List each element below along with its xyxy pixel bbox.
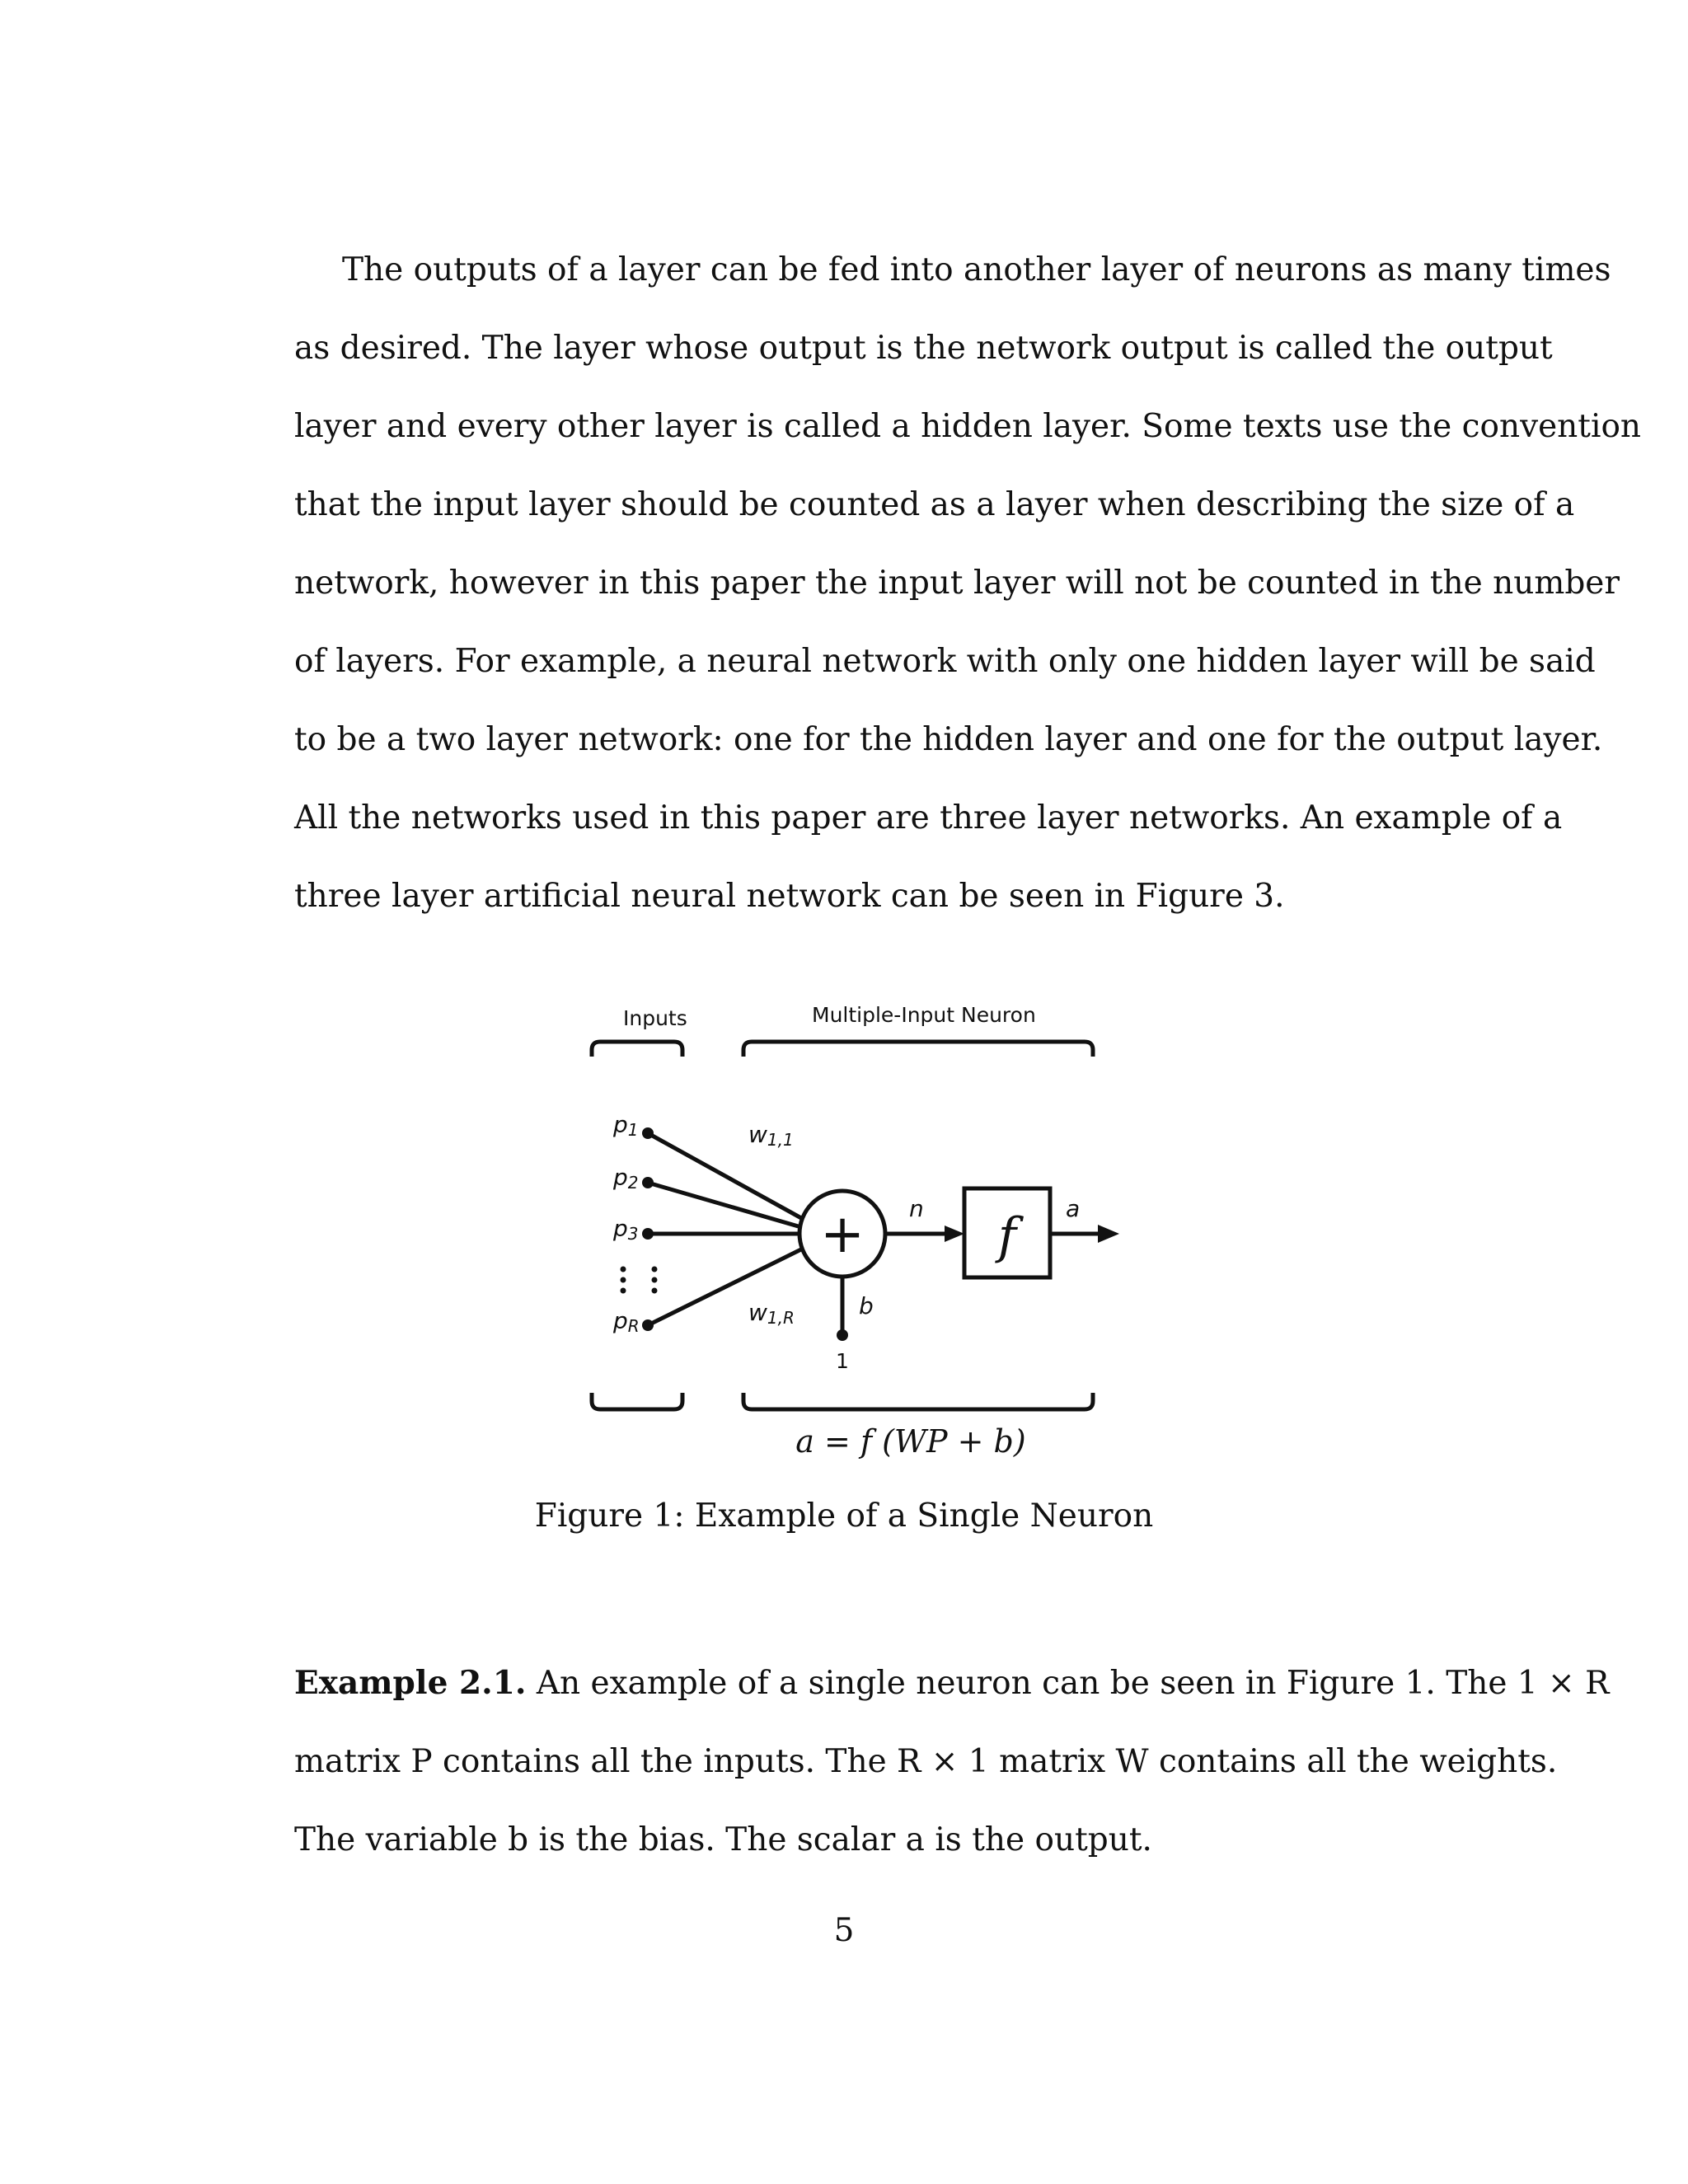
paragraph-line: that the input layer should be counted as a layer when describing the size of a: [294, 486, 1575, 523]
inputs-top-brace: [592, 1042, 682, 1057]
paragraph-line: The outputs of a layer can be fed into another layer of neurons as many times: [342, 251, 1611, 288]
body-paragraph: [294, 231, 1642, 935]
paragraph-line: as desired. The layer whose output is the network output is called the output: [294, 330, 1553, 367]
weight-w1R-label: w1,R: [748, 1299, 795, 1328]
bias-input-label: 1: [836, 1349, 849, 1373]
example-heading: Example 2.1.: [294, 1664, 527, 1702]
bias-node: [837, 1329, 848, 1341]
example-line-2: matrix P contains all the inputs. The R × 1 matrix W contains all the weights.: [294, 1743, 1558, 1780]
input-p3-label: p3: [613, 1215, 639, 1244]
paragraph-line: of layers. For example, a neural network with only one hidden layer will be said: [294, 643, 1596, 680]
example-line-1: [294, 1644, 1610, 1722]
neuron-top-brace: [743, 1042, 1093, 1057]
n-label: n: [909, 1195, 924, 1222]
neuron-diagram: [560, 997, 1137, 1459]
neuron-equation: a = f (WP + b): [795, 1423, 1026, 1459]
input-p2-label: p2: [613, 1164, 639, 1193]
summation-symbol: +: [820, 1204, 865, 1265]
figure-caption: Figure 1: Example of a Single Neuron: [534, 1497, 1154, 1535]
ellipsis-dots: [621, 1267, 658, 1294]
paragraph-line: to be a two layer network: one for the hidden layer and one for the output layer.: [294, 721, 1603, 758]
example-line-3: The variable b is the bias. The scalar a is the output.: [294, 1821, 1152, 1858]
output-a-label: a: [1066, 1195, 1081, 1222]
inputs-label: Inputs: [623, 1006, 687, 1030]
input-p1-label: p1: [613, 1111, 639, 1140]
weight-w11-label: w1,1: [748, 1121, 794, 1150]
input-pR-label: pR: [613, 1307, 640, 1336]
neuron-label: Multiple-Input Neuron: [812, 1003, 1036, 1027]
page-number: 5: [833, 1912, 855, 1949]
paragraph-line: All the networks used in this paper are three layer networks. An example of a: [294, 799, 1563, 837]
paragraph-line: network, however in this paper the input layer will not be counted in the number: [294, 565, 1620, 602]
example-paragraph: [294, 1644, 1610, 1879]
transfer-function-symbol: f: [997, 1207, 1017, 1265]
bias-label: b: [859, 1292, 874, 1319]
inputs-bottom-brace: [592, 1393, 682, 1409]
neuron-diagram-svg: [560, 997, 1137, 1459]
neuron-bottom-brace: [743, 1393, 1093, 1409]
example-line-1-text: An example of a single neuron can be seen in Figure 1. The 1 × R: [526, 1665, 1610, 1702]
output-arrowhead: [1098, 1225, 1119, 1243]
n-arrowhead: [945, 1226, 964, 1242]
paragraph-line: three layer artificial neural network can be seen in Figure 3.: [294, 878, 1285, 915]
paragraph-line: layer and every other layer is called a hidden layer. Some texts use the convention: [294, 408, 1642, 445]
